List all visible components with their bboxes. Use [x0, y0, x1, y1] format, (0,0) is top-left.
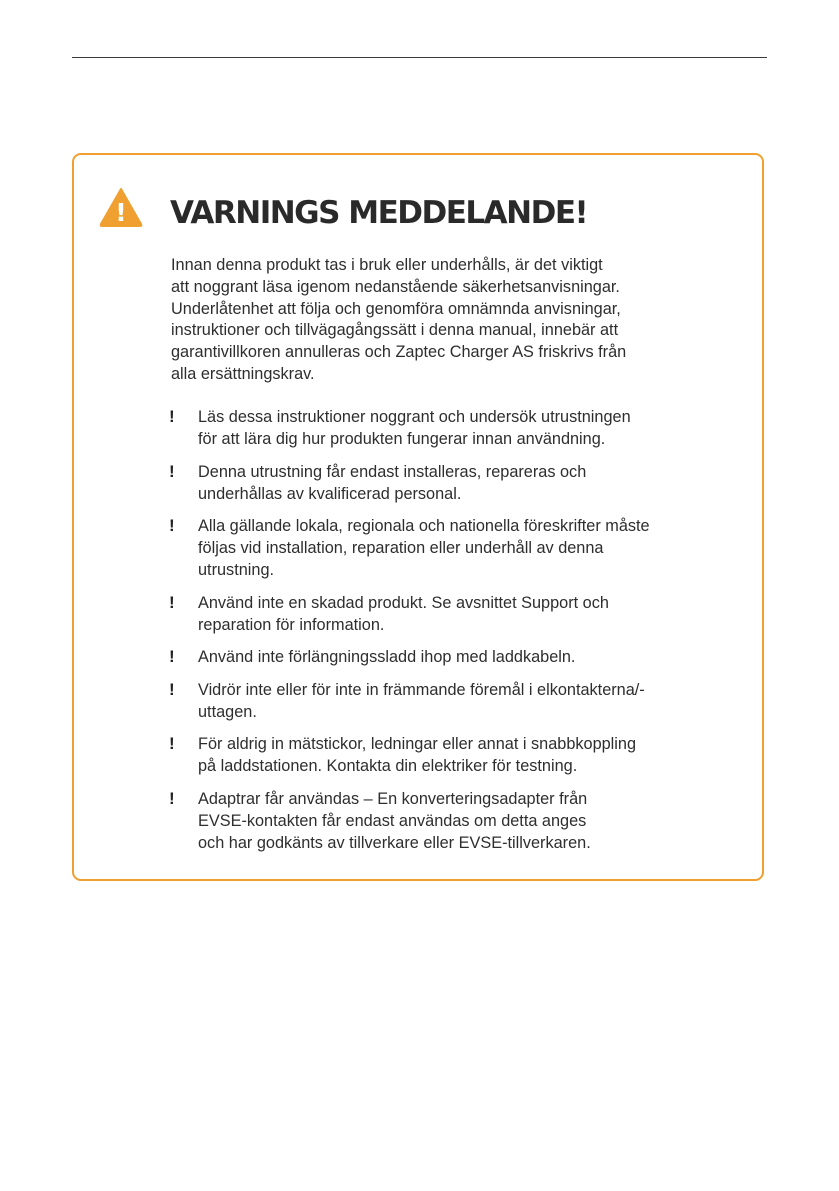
- list-item-text: Alla gällande lokala, regionala och nationella föreskrifter måste följas vid installation, reparation eller underhåll av denna utrustning.: [198, 517, 650, 579]
- list-item-text: Använd inte förlängningssladd ihop med laddkabeln.: [198, 648, 576, 666]
- warning-icon-glyph: !: [115, 198, 127, 227]
- exclamation-icon: !: [169, 734, 175, 753]
- warning-intro: Innan denna produkt tas i bruk eller underhålls, är det viktigt att noggrant läsa igenom nedanstående säkerhetsanvisningar. Underlåtenhet att följa och genomföra omnämnda anvisningar, instruktioner och tillvägagångssätt i denna manual, innebär att garantivillkoren annulleras och Zaptec Charger AS friskrivs från alla ersättningskrav.: [171, 256, 627, 383]
- warning-triangle-icon: [99, 187, 143, 227]
- list-item: [168, 679, 708, 723]
- exclamation-icon: !: [169, 516, 175, 535]
- list-item-text: Adaptrar får användas – En konverteringsadapter från EVSE-kontakten får endast användas om detta anges och har godkänts av tillverkare eller EVSE-tillverkaren.: [198, 789, 591, 852]
- list-item-text: Läs dessa instruktioner noggrant och undersök utrustningen för att lära dig hur produkten fungerar innan användning.: [198, 408, 631, 448]
- exclamation-icon: !: [169, 592, 175, 612]
- list-item: [168, 646, 708, 668]
- exclamation-icon: !: [169, 461, 175, 481]
- top-rule: [72, 57, 767, 58]
- exclamation-icon: !: [169, 788, 175, 808]
- list-item-text: Denna utrustning får endast installeras, repareras och underhållas av kvalificerad personal.: [198, 462, 587, 503]
- list-item: [168, 592, 708, 636]
- exclamation-icon: !: [169, 679, 175, 699]
- list-item: [168, 733, 708, 777]
- list-item-text: Vidrör inte eller för inte in främmande föremål i elkontakterna/- uttagen.: [198, 680, 645, 721]
- list-item: [168, 788, 708, 854]
- warning-title: VARNINGS MEDDELANDE!: [170, 195, 588, 231]
- list-item-text: För aldrig in mätstickor, ledningar eller annat i snabbkoppling på laddstationen. Kontakta din elektriker för testning.: [198, 735, 637, 775]
- list-item-text: Använd inte en skadad produkt. Se avsnittet Support och reparation för information.: [198, 593, 609, 634]
- warning-list: [168, 406, 708, 864]
- list-item: [168, 461, 708, 505]
- list-item: [168, 406, 708, 450]
- exclamation-icon: !: [169, 647, 175, 666]
- exclamation-icon: !: [169, 407, 175, 426]
- list-item: [168, 515, 708, 581]
